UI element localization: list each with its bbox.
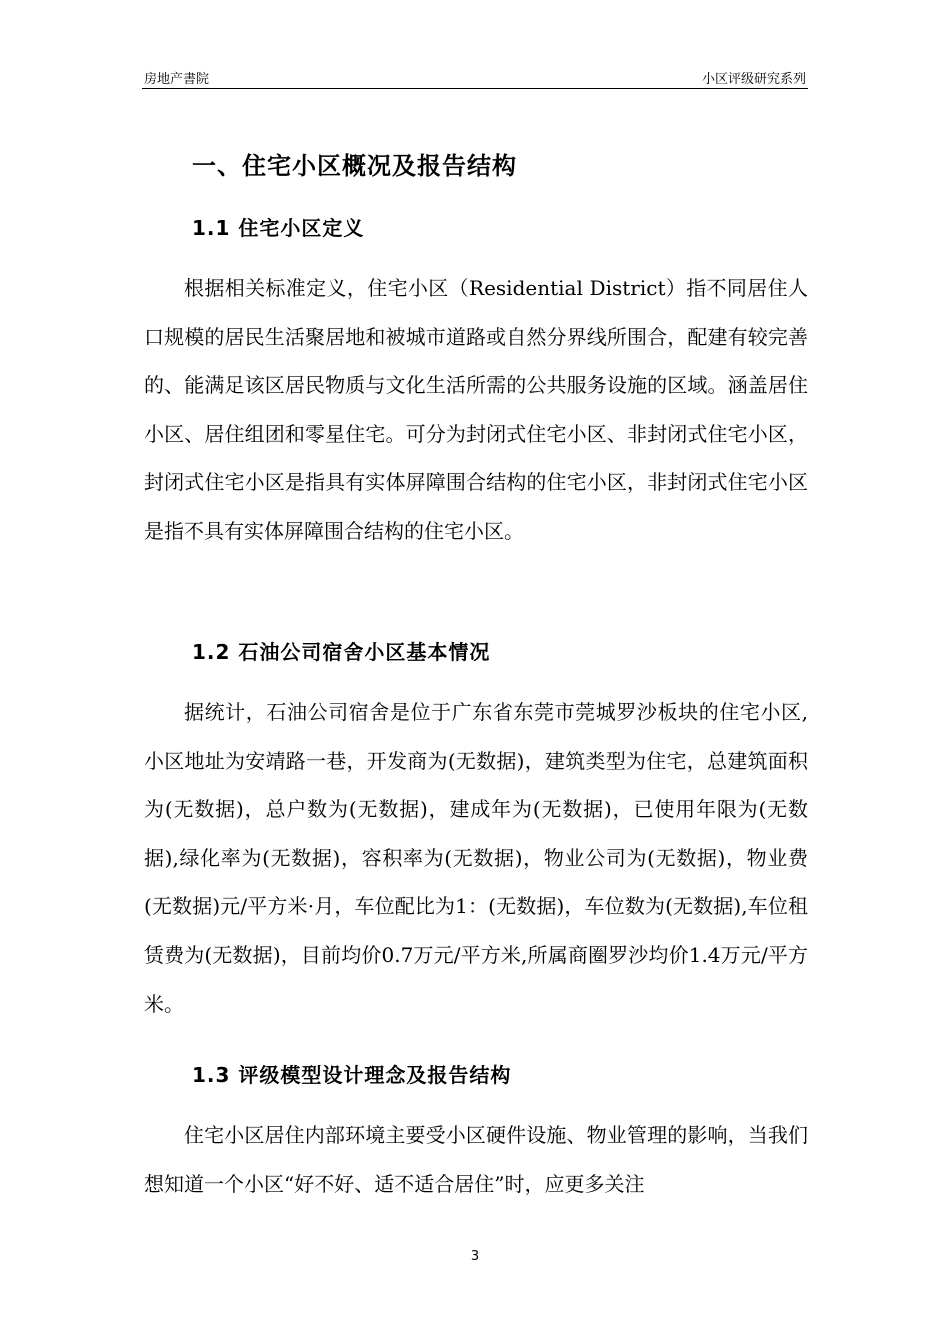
section-body-1-2: 据统计，石油公司宿舍是位于广东省东莞市莞城罗沙板块的住宅小区,小区地址为安靖路一巷，开发商为(无数据)，建筑类型为住宅，总建筑面积为(无数据)，总户数为(无数据)，建成年为(无数据)，已使用年限为(无数据),绿化率为(无数据)，容积率为(无数据)，物业公司为(无数据)，物业费(无数据)元/平方米·月，车位配比为1：(无数据)，车位数为(无数据),车位租赁费为(无数据)，目前均价0.7万元/平方米,所属商圈罗沙均价1.4万元/平方米。 — [144, 700, 808, 1016]
section-title-1-1: 1.1 住宅小区定义 — [192, 216, 365, 240]
section-title-1-2: 1.2 石油公司宿舍小区基本情况 — [192, 640, 491, 664]
chapter-title: 一、住宅小区概况及报告结构 — [192, 152, 517, 180]
section-body-1-1: 根据相关标准定义，住宅小区（Residential District）指不同居住人口规模的居民生活聚居地和被城市道路或自然分界线所围合，配建有较完善的、能满足该区居民物质与文化生活所需的公共服务设施的区域。涵盖居住小区、居住组团和零星住宅。可分为封闭式住宅小区、非封闭式住宅小区，封闭式住宅小区是指具有实体屏障围合结构的住宅小区，非封闭式住宅小区是指不具有实体屏障围合结构的住宅小区。 — [144, 276, 808, 543]
section-body-1-3: 住宅小区居住内部环境主要受小区硬件设施、物业管理的影响，当我们想知道一个小区“好不好、适不适合居住”时，应更多关注 — [144, 1123, 808, 1196]
page-header — [142, 66, 808, 89]
header-left-title: 房地产書院 — [144, 72, 210, 87]
page-number: 3 — [470, 1249, 480, 1264]
section-title-1-3: 1.3 评级模型设计理念及报告结构 — [192, 1063, 512, 1087]
header-right-title: 小区评级研究系列 — [701, 72, 806, 87]
